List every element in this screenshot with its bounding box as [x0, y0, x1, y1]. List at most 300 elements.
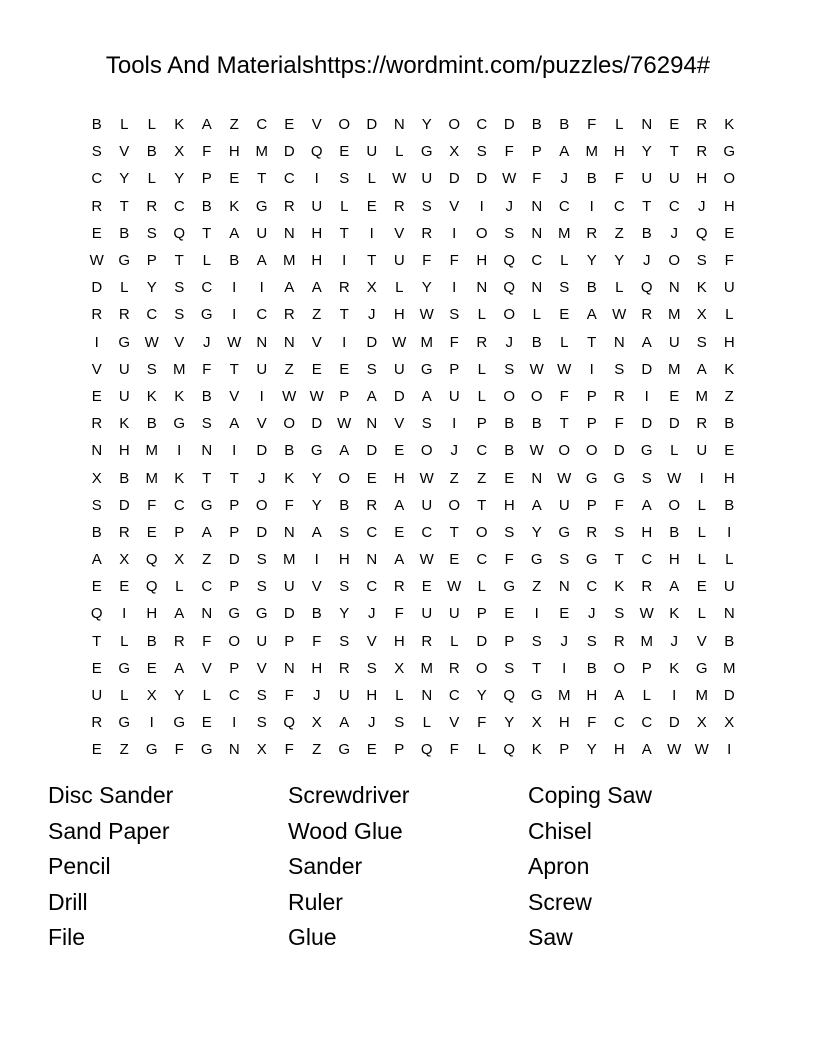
grid-letter: P — [201, 170, 212, 188]
grid-letter: G — [200, 741, 213, 759]
grid-letter: B — [339, 496, 350, 514]
grid-letter: E — [91, 224, 102, 242]
grid-letter: C — [146, 306, 158, 324]
grid-letter: F — [614, 496, 624, 514]
grid-letter: B — [724, 632, 735, 650]
grid-letter: X — [174, 143, 185, 161]
grid-letter: S — [696, 333, 707, 351]
grid-letter: A — [394, 496, 405, 514]
grid-letter: G — [585, 551, 598, 569]
grid-row — [83, 492, 743, 519]
grid-letter: G — [420, 360, 433, 378]
grid-letter: M — [420, 659, 433, 677]
grid-letter: B — [504, 442, 515, 460]
grid-letter: U — [723, 279, 735, 297]
grid-letter: S — [614, 605, 625, 623]
grid-letter: R — [118, 306, 130, 324]
grid-letter: M — [145, 442, 158, 460]
grid-letter: H — [613, 143, 625, 161]
grid-letter: F — [449, 741, 459, 759]
grid-letter: H — [668, 551, 680, 569]
grid-letter: F — [559, 387, 569, 405]
grid-letter: W — [89, 252, 104, 270]
grid-row — [83, 546, 743, 573]
grid-letter: H — [311, 252, 323, 270]
grid-letter: R — [421, 224, 433, 242]
grid-row — [83, 628, 743, 655]
grid-letter: A — [229, 224, 240, 242]
grid-letter: W — [557, 360, 572, 378]
grid-letter: C — [476, 551, 488, 569]
grid-letter: M — [145, 469, 158, 487]
grid-letter: I — [589, 360, 594, 378]
grid-letter: E — [504, 605, 515, 623]
grid-letter: V — [229, 387, 240, 405]
grid-letter: C — [256, 306, 268, 324]
grid-letter: U — [696, 442, 708, 460]
grid-letter: E — [311, 360, 322, 378]
grid-letter: E — [421, 578, 432, 596]
grid-letter: Z — [477, 469, 487, 487]
grid-letter: U — [641, 170, 653, 188]
grid-letter: W — [667, 741, 682, 759]
grid-letter: U — [256, 224, 268, 242]
grid-letter: J — [670, 632, 678, 650]
grid-letter: K — [724, 116, 735, 134]
grid-letter: X — [531, 714, 542, 732]
grid-letter: Q — [310, 143, 323, 161]
grid-row — [83, 220, 743, 247]
grid-letter: C — [256, 116, 268, 134]
grid-letter: U — [338, 687, 350, 705]
grid-letter: L — [697, 523, 706, 541]
grid-letter: O — [723, 170, 736, 188]
grid-letter: Y — [174, 170, 185, 188]
grid-letter: X — [91, 469, 102, 487]
grid-letter: A — [174, 659, 185, 677]
grid-letter: R — [91, 415, 103, 433]
grid-letter: T — [257, 170, 267, 188]
grid-letter: C — [613, 714, 625, 732]
grid-letter: Q — [145, 578, 158, 596]
grid-letter: T — [92, 632, 102, 650]
grid-letter: A — [256, 252, 267, 270]
grid-letter: C — [476, 116, 488, 134]
grid-letter: D — [668, 714, 680, 732]
grid-letter: X — [394, 659, 405, 677]
grid-letter: E — [449, 551, 460, 569]
grid-letter: H — [393, 306, 405, 324]
grid-letter: R — [476, 333, 488, 351]
grid-letter: K — [669, 659, 680, 677]
grid-letter: E — [229, 170, 240, 188]
grid-letter: S — [531, 632, 542, 650]
grid-letter: I — [369, 224, 374, 242]
grid-letter: P — [174, 523, 185, 541]
grid-letter: C — [201, 279, 213, 297]
grid-row — [83, 138, 743, 165]
grid-letter: L — [120, 632, 129, 650]
grid-letter: I — [94, 333, 99, 351]
grid-letter: I — [122, 605, 127, 623]
grid-letter: G — [145, 741, 158, 759]
grid-letter: N — [256, 333, 268, 351]
grid-letter: P — [586, 415, 597, 433]
grid-letter: O — [475, 224, 488, 242]
grid-letter: V — [394, 415, 405, 433]
grid-letter: I — [534, 605, 539, 623]
grid-letter: J — [258, 469, 266, 487]
grid-letter: H — [613, 741, 625, 759]
grid-letter: L — [477, 741, 486, 759]
grid-letter: N — [476, 279, 488, 297]
grid-letter: Y — [311, 469, 322, 487]
grid-letter: S — [256, 714, 267, 732]
grid-letter: A — [174, 605, 185, 623]
grid-letter: I — [672, 687, 677, 705]
grid-letter: G — [585, 469, 598, 487]
grid-letter: J — [203, 333, 211, 351]
grid-letter: S — [394, 714, 405, 732]
grid-letter: Y — [476, 687, 487, 705]
grid-letter: F — [284, 741, 294, 759]
grid-letter: H — [586, 687, 598, 705]
grid-letter: A — [91, 551, 102, 569]
grid-letter: P — [586, 496, 597, 514]
grid-letter: F — [724, 252, 734, 270]
grid-letter: U — [421, 170, 433, 188]
grid-letter: D — [283, 605, 295, 623]
grid-letter: C — [173, 197, 185, 215]
grid-letter: V — [311, 578, 322, 596]
grid-letter: H — [641, 523, 653, 541]
grid-letter: G — [530, 551, 543, 569]
grid-letter: W — [392, 170, 407, 188]
grid-letter: R — [586, 523, 598, 541]
grid-letter: T — [119, 197, 129, 215]
grid-letter: K — [174, 387, 185, 405]
word-list-item: Screwdriver — [288, 782, 410, 808]
grid-letter: Z — [614, 224, 624, 242]
grid-letter: G — [558, 523, 571, 541]
grid-letter: F — [202, 632, 212, 650]
grid-letter: U — [421, 605, 433, 623]
grid-letter: I — [232, 442, 237, 460]
grid-letter: A — [339, 714, 350, 732]
grid-letter: Y — [421, 116, 432, 134]
grid-letter: D — [366, 116, 378, 134]
grid-letter: S — [146, 224, 157, 242]
grid-row — [83, 682, 743, 709]
grid-letter: E — [366, 197, 377, 215]
grid-letter: L — [477, 360, 486, 378]
grid-letter: W — [282, 387, 297, 405]
grid-letter: T — [339, 224, 349, 242]
grid-letter: A — [696, 360, 707, 378]
grid-letter: Y — [586, 252, 597, 270]
grid-letter: F — [587, 116, 597, 134]
grid-letter: S — [201, 415, 212, 433]
grid-letter: I — [479, 197, 484, 215]
grid-letter: W — [612, 306, 627, 324]
grid-letter: A — [421, 387, 432, 405]
grid-letter: T — [367, 252, 377, 270]
grid-letter: H — [503, 496, 515, 514]
grid-letter: W — [337, 415, 352, 433]
grid-letter: R — [393, 578, 405, 596]
grid-letter: D — [723, 687, 735, 705]
grid-letter: R — [448, 659, 460, 677]
grid-letter: H — [393, 632, 405, 650]
grid-letter: I — [727, 741, 732, 759]
grid-letter: M — [283, 551, 296, 569]
grid-letter: B — [146, 143, 157, 161]
grid-letter: N — [366, 551, 378, 569]
grid-letter: R — [338, 659, 350, 677]
grid-letter: J — [505, 197, 513, 215]
grid-letter: Z — [229, 116, 239, 134]
grid-letter: R — [696, 143, 708, 161]
grid-letter: L — [120, 116, 129, 134]
grid-letter: B — [531, 333, 542, 351]
grid-letter: V — [311, 116, 322, 134]
grid-letter: B — [641, 224, 652, 242]
grid-letter: S — [449, 306, 460, 324]
grid-row — [83, 356, 743, 383]
grid-letter: G — [338, 741, 351, 759]
grid-letter: U — [256, 632, 268, 650]
grid-letter: B — [669, 523, 680, 541]
grid-letter: H — [723, 469, 735, 487]
grid-letter: R — [283, 197, 295, 215]
grid-letter: T — [229, 360, 239, 378]
grid-letter: O — [585, 442, 598, 460]
grid-letter: W — [227, 333, 242, 351]
grid-letter: J — [643, 252, 651, 270]
grid-row — [83, 111, 743, 138]
grid-letter: H — [311, 659, 323, 677]
grid-letter: G — [118, 714, 131, 732]
grid-letter: U — [668, 333, 680, 351]
grid-letter: E — [559, 605, 570, 623]
grid-letter: X — [256, 741, 267, 759]
grid-row — [83, 655, 743, 682]
grid-letter: C — [531, 252, 543, 270]
grid-letter: S — [91, 143, 102, 161]
grid-letter: Q — [145, 551, 158, 569]
grid-letter: Y — [311, 496, 322, 514]
grid-letter: J — [368, 714, 376, 732]
grid-letter: B — [504, 415, 515, 433]
grid-letter: M — [255, 143, 268, 161]
grid-letter: P — [476, 415, 487, 433]
grid-letter: X — [696, 306, 707, 324]
grid-letter: L — [147, 170, 156, 188]
grid-letter: D — [668, 415, 680, 433]
grid-letter: K — [284, 469, 295, 487]
grid-letter: B — [586, 659, 597, 677]
grid-letter: H — [696, 170, 708, 188]
grid-letter: G — [503, 578, 516, 596]
grid-letter: G — [200, 306, 213, 324]
grid-letter: U — [558, 496, 570, 514]
grid-letter: B — [559, 116, 570, 134]
grid-letter: N — [531, 197, 543, 215]
grid-letter: D — [503, 116, 515, 134]
grid-letter: J — [313, 687, 321, 705]
grid-letter: I — [314, 170, 319, 188]
grid-letter: G — [723, 143, 736, 161]
grid-letter: T — [614, 551, 624, 569]
word-list-item: Saw — [528, 924, 573, 950]
grid-letter: M — [668, 360, 681, 378]
grid-letter: S — [91, 496, 102, 514]
grid-letter: T — [587, 333, 597, 351]
grid-letter: Y — [174, 687, 185, 705]
grid-letter: A — [366, 387, 377, 405]
grid-letter: L — [532, 306, 541, 324]
grid-letter: B — [284, 442, 295, 460]
grid-letter: R — [696, 116, 708, 134]
grid-letter: R — [146, 197, 158, 215]
grid-letter: W — [419, 306, 434, 324]
grid-letter: D — [118, 496, 130, 514]
grid-letter: L — [395, 143, 404, 161]
grid-letter: W — [639, 605, 654, 623]
grid-letter: V — [366, 632, 377, 650]
grid-letter: K — [146, 387, 157, 405]
grid-letter: X — [449, 143, 460, 161]
grid-letter: K — [614, 578, 625, 596]
grid-letter: L — [395, 687, 404, 705]
grid-letter: K — [696, 279, 707, 297]
grid-letter: E — [146, 659, 157, 677]
grid-letter: B — [119, 469, 130, 487]
grid-row — [83, 301, 743, 328]
grid-letter: I — [644, 387, 649, 405]
grid-row — [83, 165, 743, 192]
grid-letter: L — [367, 170, 376, 188]
grid-letter: B — [201, 197, 212, 215]
grid-letter: G — [118, 252, 131, 270]
grid-letter: L — [477, 387, 486, 405]
grid-letter: R — [118, 523, 130, 541]
grid-letter: Q — [503, 741, 516, 759]
grid-letter: A — [229, 415, 240, 433]
grid-letter: N — [228, 741, 240, 759]
grid-letter: E — [724, 442, 735, 460]
grid-letter: F — [394, 605, 404, 623]
grid-letter: U — [256, 360, 268, 378]
grid-letter: I — [727, 523, 732, 541]
grid-letter: H — [228, 143, 240, 161]
grid-letter: D — [256, 442, 268, 460]
puzzle-title: Tools And Materialshttps://wordmint.com/puzzles/76294# — [105, 52, 711, 79]
grid-letter: R — [613, 632, 625, 650]
grid-letter: L — [560, 252, 569, 270]
grid-letter: F — [174, 741, 184, 759]
grid-letter: S — [256, 687, 267, 705]
grid-letter: U — [283, 578, 295, 596]
grid-letter: X — [696, 714, 707, 732]
grid-letter: G — [613, 469, 626, 487]
grid-letter: C — [283, 170, 295, 188]
grid-letter: D — [641, 415, 653, 433]
grid-letter: G — [255, 197, 268, 215]
grid-letter: T — [174, 252, 184, 270]
grid-letter: O — [613, 659, 626, 677]
grid-letter: S — [504, 224, 515, 242]
grid-letter: Q — [173, 224, 186, 242]
grid-letter: V — [449, 197, 460, 215]
grid-letter: A — [394, 551, 405, 569]
grid-letter: H — [338, 551, 350, 569]
grid-letter: W — [529, 360, 544, 378]
grid-letter: P — [284, 632, 295, 650]
grid-letter: X — [366, 279, 377, 297]
word-list-item: Screw — [528, 888, 592, 915]
grid-letter: E — [91, 578, 102, 596]
grid-row — [83, 709, 743, 736]
grid-letter: G — [200, 496, 213, 514]
grid-letter: K — [174, 469, 185, 487]
grid-letter: Q — [283, 714, 296, 732]
grid-row — [83, 736, 743, 763]
grid-letter: I — [232, 306, 237, 324]
grid-letter: G — [228, 605, 241, 623]
grid-letter: S — [504, 659, 515, 677]
grid-letter: I — [699, 469, 704, 487]
grid-letter: M — [558, 687, 571, 705]
grid-letter: I — [589, 197, 594, 215]
grid-letter: Y — [421, 279, 432, 297]
grid-letter: Z — [119, 741, 129, 759]
grid-letter: O — [475, 523, 488, 541]
grid-row — [83, 193, 743, 220]
grid-letter: F — [504, 143, 514, 161]
grid-letter: B — [586, 279, 597, 297]
word-list-item: Apron — [528, 853, 590, 879]
grid-letter: U — [118, 387, 130, 405]
grid-letter: Z — [202, 551, 212, 569]
grid-letter: A — [201, 523, 212, 541]
grid-letter: D — [228, 551, 240, 569]
grid-letter: W — [309, 387, 324, 405]
grid-letter: Z — [312, 306, 322, 324]
grid-letter: K — [724, 360, 735, 378]
grid-letter: I — [149, 714, 154, 732]
grid-letter: C — [228, 687, 240, 705]
grid-letter: O — [668, 252, 681, 270]
grid-row — [83, 410, 743, 437]
grid-letter: H — [118, 442, 130, 460]
grid-letter: A — [641, 333, 652, 351]
grid-letter: P — [229, 523, 240, 541]
grid-letter: R — [393, 197, 405, 215]
grid-letter: I — [259, 279, 264, 297]
grid-letter: D — [641, 360, 653, 378]
grid-letter: I — [177, 442, 182, 460]
grid-letter: V — [256, 659, 267, 677]
grid-letter: L — [202, 252, 211, 270]
grid-letter: O — [228, 632, 241, 650]
grid-letter: M — [558, 224, 571, 242]
grid-letter: J — [588, 605, 596, 623]
grid-letter: U — [393, 252, 405, 270]
grid-letter: E — [366, 741, 377, 759]
grid-letter: E — [284, 116, 295, 134]
grid-letter: U — [393, 360, 405, 378]
